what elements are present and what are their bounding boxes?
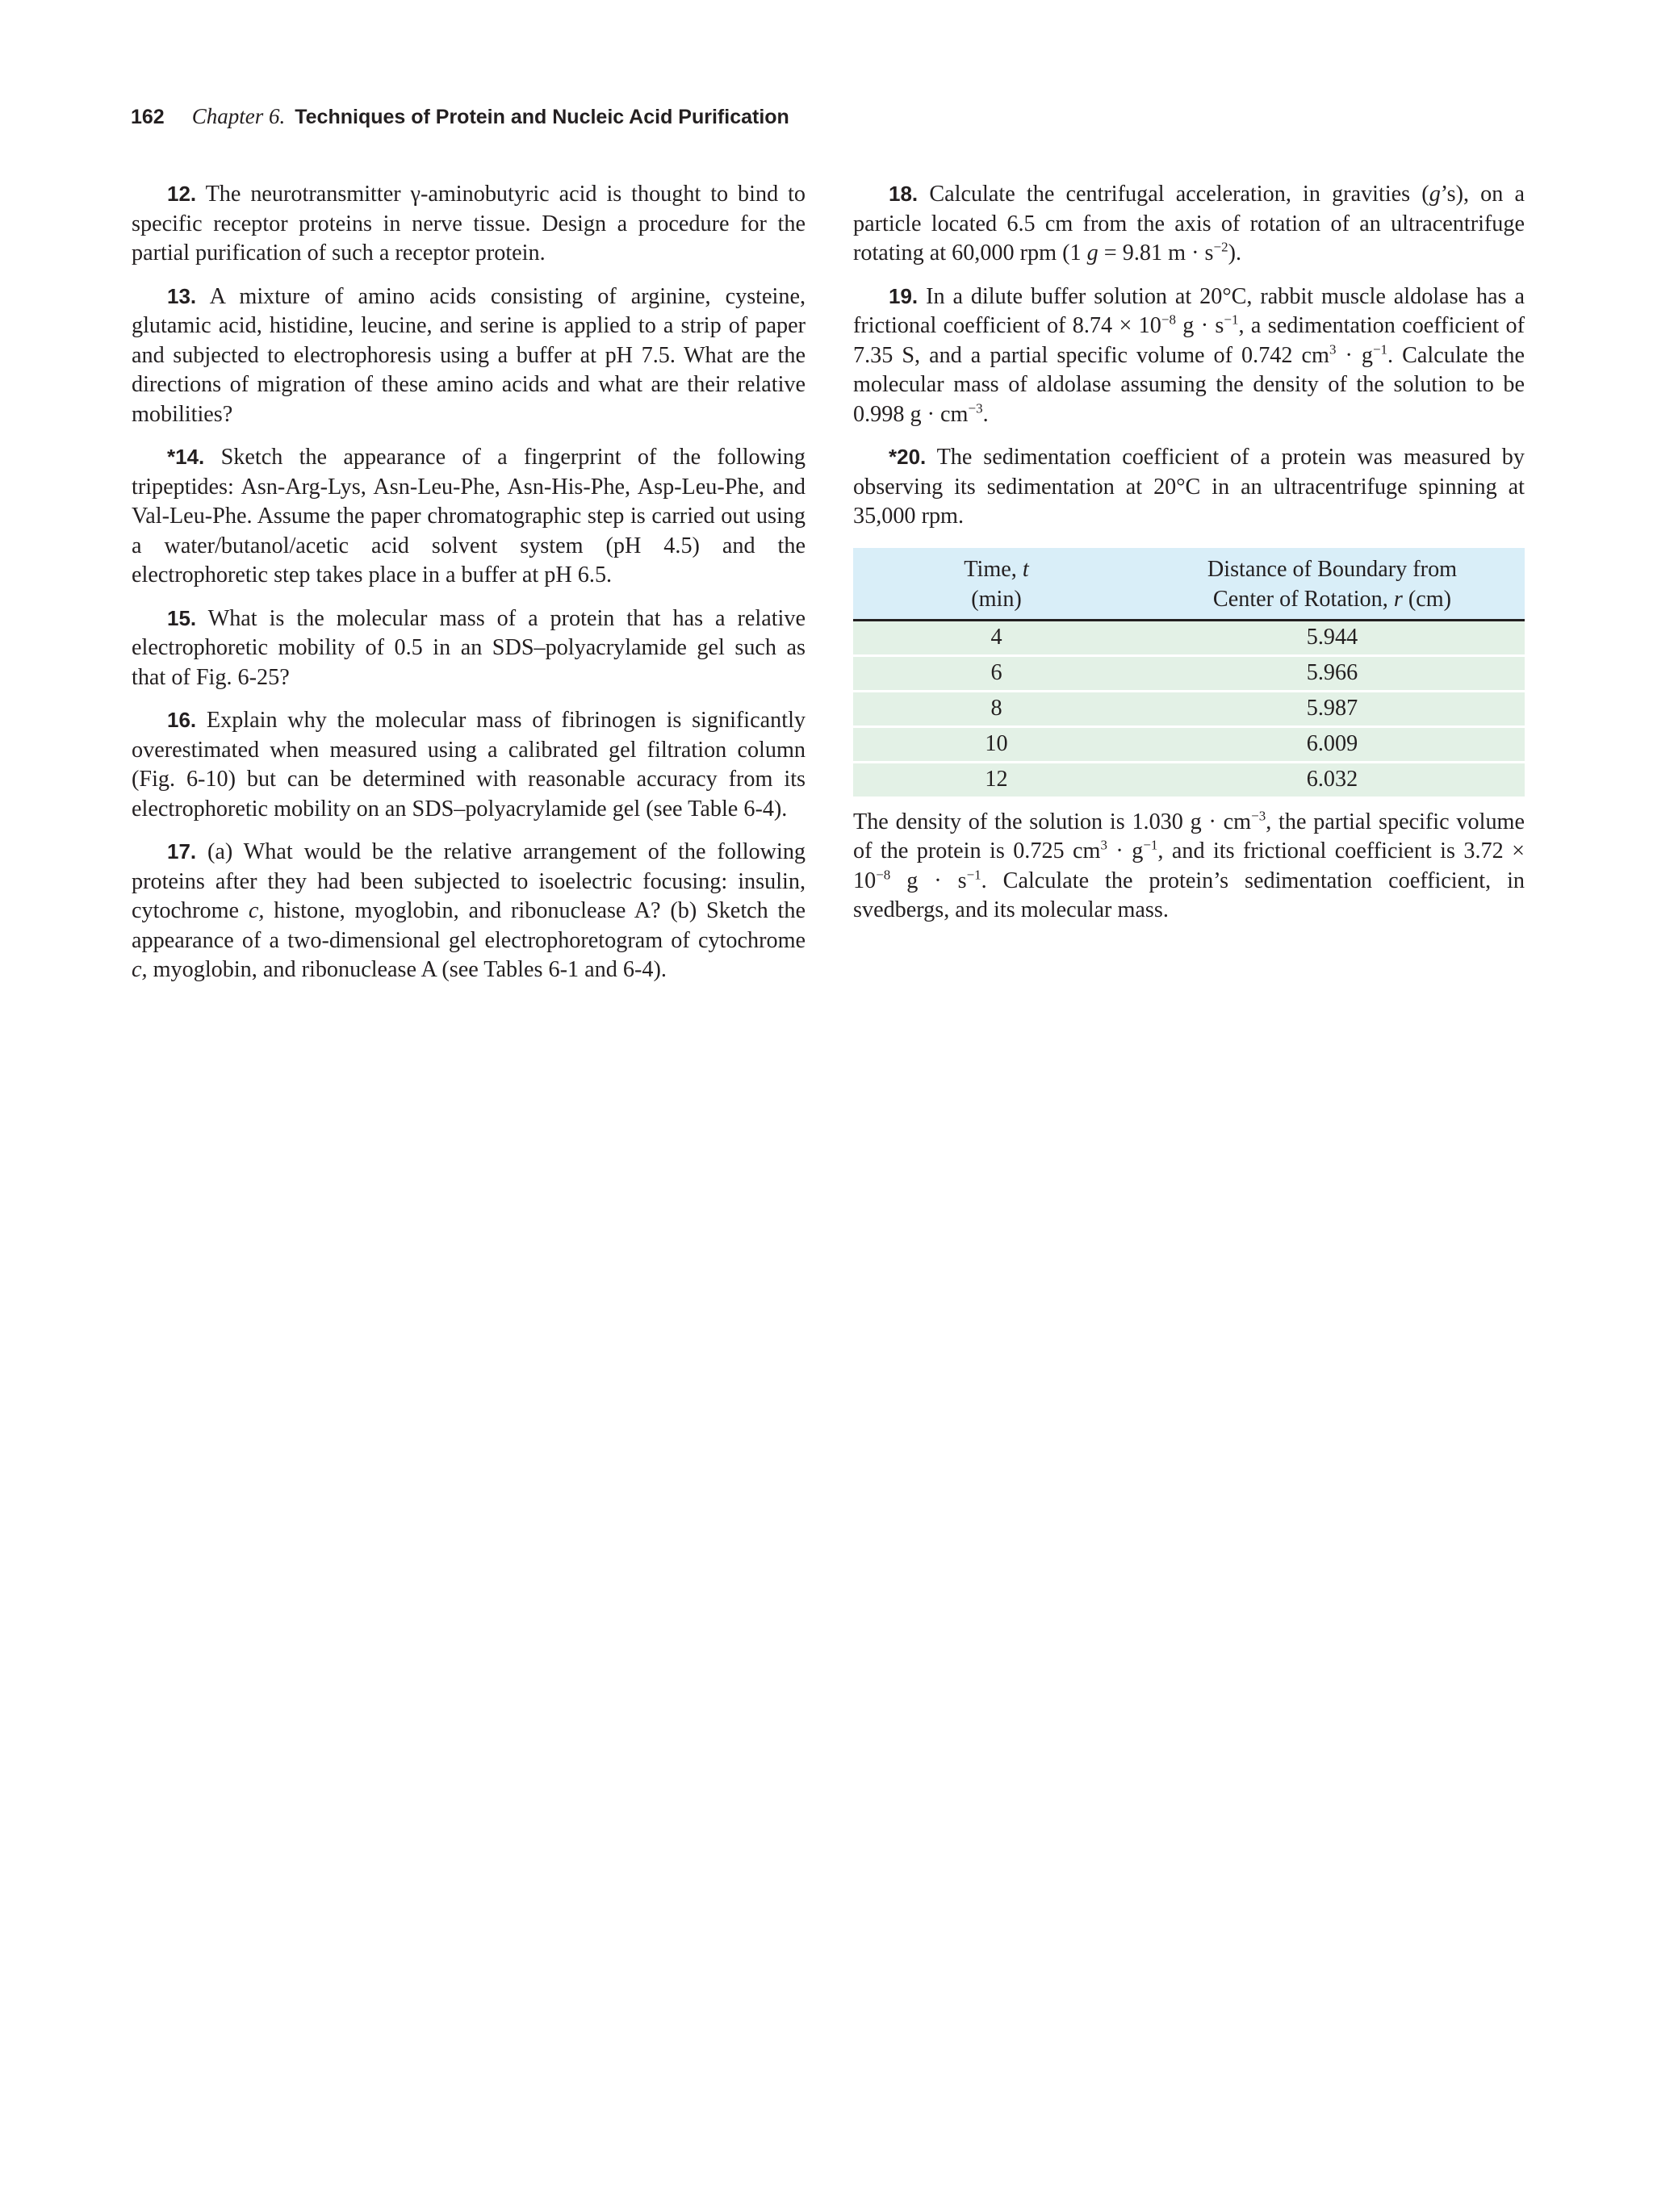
problem-text: A mixture of amino acids consisting of arginine, cysteine, glutamic acid, histidine, leucine, and serine is applied to a strip of paper and subjected to electrophoresis using a buffer at pH 7.5. What are the directions of migration of these amino acids and what are their relative mobilities? bbox=[132, 283, 806, 427]
sedimentation-table bbox=[853, 548, 1525, 797]
problem-text: histone, myoglobin, and ribonuclease A? (b) Sketch the appearance of a two-dimensional gel electrophoretogram of cytochrome bbox=[132, 898, 806, 953]
header-variable: t bbox=[1022, 556, 1029, 582]
exponent: −1 bbox=[1143, 837, 1158, 853]
problem-text: g · s bbox=[890, 868, 967, 893]
problem-text: . Calculate the protein’s sedimentation coefficient, in svedbergs, and its molecular mass. bbox=[853, 868, 1525, 922]
exponent: −1 bbox=[1372, 341, 1388, 358]
problem-text: , a sedimentation coefficient of 7.35 S, and a partial specific volume of 0.742 cm bbox=[853, 313, 1525, 368]
problem-number: *14. bbox=[167, 445, 205, 469]
italic-symbol: c, bbox=[248, 898, 265, 923]
header-label: Distance of Boundary from bbox=[1207, 556, 1458, 582]
italic-symbol: g bbox=[1429, 182, 1441, 207]
table-row bbox=[853, 726, 1525, 762]
problem-number: 17. bbox=[167, 839, 197, 863]
problem-text: Explain why the molecular mass of fibrinogen is significantly overestimated when measured using a calibrated gel filtration column (Fig. 6-10) but can be determined with reasonable accuracy from its electrophoretic mobility on an SDS–polyacrylamide gel (see Table 6-4). bbox=[132, 708, 806, 822]
problem-text: The neurotransmitter γ-aminobutyric acid is thought to bind to specific receptor proteins in nerve tissue. Design a procedure for the partial purification of such a receptor protein. bbox=[132, 182, 806, 266]
cell-distance: 5.966 bbox=[1140, 655, 1525, 691]
problem-text: . bbox=[982, 401, 989, 427]
running-head bbox=[131, 100, 789, 132]
problem-18 bbox=[853, 179, 1525, 269]
problem-text: ’s), on a particle located 6.5 cm from the axis of rotation of an ultracentrifuge rotating at 60,000 rpm (1 bbox=[853, 182, 1525, 266]
exponent: −3 bbox=[968, 400, 983, 416]
cell-distance: 5.987 bbox=[1140, 691, 1525, 726]
exponent: 3 bbox=[1329, 341, 1337, 358]
table-row bbox=[853, 762, 1525, 797]
problem-number: 12. bbox=[167, 182, 197, 206]
problem-text: Sketch the appearance of a fingerprint of the following tripeptides: Asn-Arg-Lys, Asn-Leu-Phe, Asn-His-Phe, Asp-Leu-Phe, and Val-Leu-Phe. Assume the paper chromatographic step is carried out using a water/butanol/acetic acid solvent system (pH 4.5) and the electrophoretic step takes place in a buffer at pH 6.5. bbox=[132, 445, 806, 587]
cell-distance: 6.009 bbox=[1140, 726, 1525, 762]
problem-number: 15. bbox=[167, 605, 197, 630]
problem-text: · g bbox=[1107, 838, 1144, 863]
problem-13 bbox=[132, 282, 806, 430]
exponent: −8 bbox=[876, 867, 891, 883]
problem-text: (a) What would be the relative arrangement of the following proteins after they had been subjected to isoelectric focusing: insulin, cytochrome bbox=[132, 839, 806, 923]
problem-text: = 9.81 m · s bbox=[1098, 240, 1214, 266]
problem-20 bbox=[853, 442, 1525, 532]
italic-symbol: c, bbox=[132, 957, 148, 982]
exponent: −1 bbox=[966, 867, 981, 883]
cell-time: 10 bbox=[853, 726, 1140, 762]
header-unit: (min) bbox=[971, 586, 1022, 612]
chapter-title: Techniques of Protein and Nucleic Acid Purification bbox=[295, 106, 789, 128]
problem-text: . Calculate the molecular mass of aldolase assuming the density of the solution to be 0.998 g · cm bbox=[853, 342, 1525, 427]
chapter-label: Chapter 6. bbox=[191, 104, 286, 128]
problem-15 bbox=[132, 604, 806, 693]
header-label: Time, bbox=[964, 556, 1023, 582]
header-label: Center of Rotation, bbox=[1212, 586, 1394, 612]
problem-text: The density of the solution is 1.030 g · cm bbox=[853, 809, 1252, 834]
table-row bbox=[853, 655, 1525, 691]
left-column bbox=[132, 179, 806, 998]
exponent: −8 bbox=[1161, 312, 1176, 328]
problem-number: *20. bbox=[889, 445, 927, 469]
exponent: −2 bbox=[1213, 239, 1228, 255]
column-header-time bbox=[853, 548, 1140, 621]
right-column bbox=[853, 179, 1525, 926]
problem-text: What is the molecular mass of a protein that has a relative electrophoretic mobility of 0.5 in an SDS–polyacrylamide gel such as that of Fig. 6-25? bbox=[132, 605, 806, 690]
column-header-distance bbox=[1140, 548, 1525, 621]
problem-number: 18. bbox=[889, 182, 919, 206]
cell-distance: 6.032 bbox=[1140, 762, 1525, 797]
problem-number: 19. bbox=[889, 283, 919, 308]
table-row bbox=[853, 691, 1525, 726]
problem-19 bbox=[853, 282, 1525, 430]
table-row bbox=[853, 620, 1525, 655]
problem-text: The sedimentation coefficient of a protein was measured by observing its sedimentation at 20°C in an ultracentrifuge spinning at 35,000 rpm. bbox=[853, 445, 1525, 529]
cell-time: 4 bbox=[853, 620, 1140, 655]
problem-20-continuation bbox=[853, 808, 1525, 926]
problem-14 bbox=[132, 442, 806, 591]
problem-text: In a dilute buffer solution at 20°C, rabbit muscle aldolase has a frictional coefficient of 8.74 × 10 bbox=[853, 283, 1525, 338]
problem-text: myoglobin, and ribonuclease A (see Tables 6-1 and 6-4). bbox=[147, 957, 667, 982]
cell-distance: 5.944 bbox=[1140, 620, 1525, 655]
cell-time: 12 bbox=[853, 762, 1140, 797]
problem-text: Calculate the centrifugal acceleration, in gravities ( bbox=[929, 182, 1429, 207]
problem-text: · g bbox=[1336, 342, 1373, 368]
problem-17 bbox=[132, 837, 806, 985]
problem-number: 13. bbox=[167, 283, 197, 308]
problem-text: ). bbox=[1228, 240, 1242, 266]
header-variable: r bbox=[1393, 586, 1403, 612]
table-header-row bbox=[853, 548, 1525, 621]
problem-text: , and its frictional coefficient is 3.72 × 10 bbox=[853, 838, 1525, 893]
header-unit: (cm) bbox=[1402, 586, 1452, 612]
page-number: 162 bbox=[131, 106, 165, 128]
exponent: −3 bbox=[1251, 808, 1266, 824]
problem-text: , the partial specific volume of the protein is 0.725 cm bbox=[853, 809, 1525, 863]
exponent: 3 bbox=[1100, 837, 1107, 853]
problem-12 bbox=[132, 179, 806, 269]
problem-text: g · s bbox=[1175, 313, 1224, 338]
problem-number: 16. bbox=[167, 708, 197, 732]
italic-symbol: g bbox=[1086, 240, 1099, 266]
problem-16 bbox=[132, 705, 806, 824]
cell-time: 6 bbox=[853, 655, 1140, 691]
cell-time: 8 bbox=[853, 691, 1140, 726]
exponent: −1 bbox=[1224, 312, 1239, 328]
